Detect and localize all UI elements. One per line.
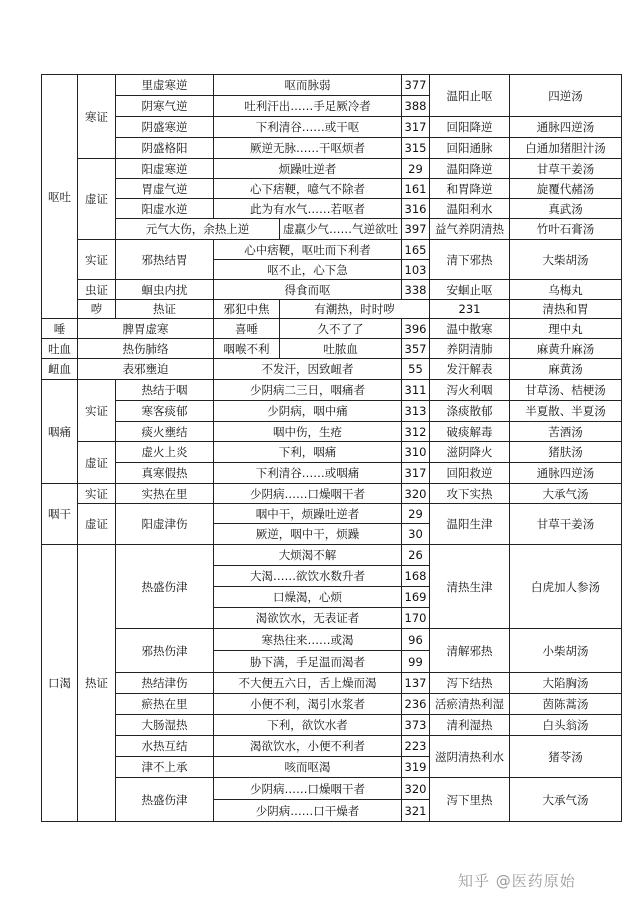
table-cell: 热盛伤津 <box>116 545 214 629</box>
table-cell: 下利清谷……或干呕 <box>214 117 402 138</box>
table-cell: 表邪壅迫 <box>78 359 214 380</box>
table-cell: 55 <box>402 359 430 380</box>
table-cell: 里虚寒逆 <box>116 75 214 96</box>
table-cell: 热结津伤 <box>116 673 214 694</box>
table-cell: 312 <box>402 422 430 442</box>
table-cell: 阳虚津伤 <box>116 504 214 545</box>
table-row <box>42 422 622 442</box>
table-cell: 破痰解毒 <box>430 422 510 442</box>
table-cell: 痰火壅结 <box>116 422 214 442</box>
table-cell: 虫证 <box>78 280 116 300</box>
table-cell: 厥逆，咽中干，烦躁 <box>214 524 402 545</box>
table-cell: 寒客痰郁 <box>116 401 214 422</box>
table-cell: 此为有水气……若呕者 <box>214 199 402 219</box>
table-cell: 厥逆无脉……干呕烦者 <box>214 138 402 159</box>
table-cell: 小便不利，渴引水浆者 <box>214 694 402 715</box>
table-cell: 甘草干姜汤 <box>510 159 622 179</box>
table-cell: 发汗解表 <box>430 359 510 380</box>
table-cell: 26 <box>402 545 430 566</box>
table-cell: 真武汤 <box>510 199 622 219</box>
table-cell: 320 <box>402 484 430 504</box>
table-cell: 虚火上炎 <box>116 442 214 463</box>
table-row <box>42 179 622 199</box>
table-cell: 338 <box>402 280 430 300</box>
table-cell: 呕吐 <box>42 75 78 319</box>
table-row <box>42 778 622 800</box>
table-cell: 回阳救逆 <box>430 463 510 484</box>
table-cell: 377 <box>402 75 430 96</box>
table-cell: 益气养阴清热 <box>430 219 510 240</box>
table-row <box>42 545 622 566</box>
table-cell: 不发汗，因致衄者 <box>214 359 402 380</box>
table-cell: 96 <box>402 629 430 651</box>
table-cell: 大烦渴不解 <box>214 545 402 566</box>
table-cell: 脾胃虚寒 <box>78 319 214 339</box>
table-cell: 下利清谷……或咽痛 <box>214 463 402 484</box>
table-cell: 397 <box>402 219 430 240</box>
table-cell: 咽痛 <box>42 380 78 484</box>
table-cell: 317 <box>402 117 430 138</box>
table-cell: 邪热伤津 <box>116 629 214 673</box>
table-cell: 阳虚寒逆 <box>116 159 214 179</box>
table-cell: 养阴清肺 <box>430 339 510 359</box>
table-cell: 大柴胡汤 <box>510 240 622 280</box>
table-cell: 小柴胡汤 <box>510 629 622 673</box>
table-cell: 温阳生津 <box>430 504 510 545</box>
table-row <box>42 75 622 96</box>
table-cell: 316 <box>402 199 430 219</box>
table-cell: 通脉四逆汤 <box>510 117 622 138</box>
table-cell: 396 <box>402 319 430 339</box>
table-cell: 温中散寒 <box>430 319 510 339</box>
table-cell: 清利湿热 <box>430 715 510 736</box>
table-row <box>42 159 622 179</box>
table-cell: 白通加猪胆汁汤 <box>510 138 622 159</box>
table-cell: 猪肤汤 <box>510 442 622 463</box>
table-cell: 169 <box>402 587 430 608</box>
table-cell: 麻黄汤 <box>510 359 622 380</box>
table-cell: 衄血 <box>42 359 78 380</box>
table-cell: 下利，欲饮水者 <box>214 715 402 736</box>
table-cell: 下利，咽痛 <box>214 442 402 463</box>
table-cell: 虚证 <box>78 442 116 484</box>
table-cell: 313 <box>402 401 430 422</box>
table-cell: 虚证 <box>78 504 116 545</box>
table-cell: 清下邪热 <box>430 240 510 280</box>
table-cell: 口渴 <box>42 545 78 822</box>
table-cell: 泻火利咽 <box>430 380 510 401</box>
table-cell: 少阴病……口燥咽干者 <box>214 778 402 800</box>
table-cell: 热证 <box>78 545 116 822</box>
table-cell: 寒证 <box>78 75 116 159</box>
table-row <box>42 240 622 260</box>
table-cell: 苦酒汤 <box>510 422 622 442</box>
table-row <box>42 199 622 219</box>
table-row <box>42 339 622 359</box>
table-cell: 161 <box>402 179 430 199</box>
table-cell: 168 <box>402 566 430 587</box>
table-cell: 315 <box>402 138 430 159</box>
table-cell: 蛔虫内扰 <box>116 280 214 300</box>
table-cell: 103 <box>402 260 430 280</box>
table-cell: 津不上承 <box>116 757 214 778</box>
table-cell: 29 <box>402 504 430 524</box>
table-cell: 咽喉不利 <box>214 339 280 359</box>
table-row <box>42 380 622 401</box>
table-row <box>42 300 622 319</box>
table-cell: 165 <box>402 240 430 260</box>
table-cell: 311 <box>402 380 430 401</box>
table-cell: 回阳通脉 <box>430 138 510 159</box>
table-cell: 大陷胸汤 <box>510 673 622 694</box>
table-cell: 317 <box>402 463 430 484</box>
table-row <box>42 442 622 463</box>
table-cell: 223 <box>402 736 430 757</box>
table-cell: 茵陈蒿汤 <box>510 694 622 715</box>
table-cell: 阴盛寒逆 <box>116 117 214 138</box>
table-cell: 白头翁汤 <box>510 715 622 736</box>
table-row <box>42 463 622 484</box>
table-row <box>42 629 622 651</box>
table-cell: 猪苓汤 <box>510 736 622 778</box>
table-cell: 活瘀清热利湿 <box>430 694 510 715</box>
table-cell: 邪热结胃 <box>116 240 214 280</box>
table-cell: 四逆汤 <box>510 75 622 117</box>
table-cell: 170 <box>402 608 430 629</box>
table-cell: 阴寒气逆 <box>116 96 214 117</box>
table-cell: 真寒假热 <box>116 463 214 484</box>
table-cell: 不大便五六日，舌上燥而渴 <box>214 673 402 694</box>
table-cell: 大肠湿热 <box>116 715 214 736</box>
table-cell: 少阴病……口燥咽干者 <box>214 484 402 504</box>
table-row <box>42 359 622 380</box>
table-cell: 水热互结 <box>116 736 214 757</box>
table-cell: 373 <box>402 715 430 736</box>
table-row <box>42 504 622 524</box>
table-cell: 寒热往来……或渴 <box>214 629 402 651</box>
table-cell: 吐利汗出……手足厥冷者 <box>214 96 402 117</box>
table-cell: 357 <box>402 339 430 359</box>
table-row <box>42 117 622 138</box>
table-cell: 231 <box>430 300 510 319</box>
table-cell: 99 <box>402 651 430 673</box>
table-cell: 温阳利水 <box>430 199 510 219</box>
table-cell: 实证 <box>78 380 116 442</box>
table-cell: 清解邪热 <box>430 629 510 673</box>
table-cell: 236 <box>402 694 430 715</box>
table-row <box>42 715 622 736</box>
table-cell: 呕而脉弱 <box>214 75 402 96</box>
table-cell: 320 <box>402 778 430 800</box>
table-cell: 咽中伤，生疮 <box>214 422 402 442</box>
table-cell: 麻黄升麻汤 <box>510 339 622 359</box>
table-cell: 渴欲饮水，小便不利者 <box>214 736 402 757</box>
table-cell: 涤痰散郁 <box>430 401 510 422</box>
table-cell: 实证 <box>78 484 116 504</box>
table-cell: 实证 <box>78 240 116 280</box>
table-cell: 久不了了 <box>280 319 402 339</box>
table-cell: 虚证 <box>78 159 116 240</box>
table-cell: 胁下满，手足温而渴者 <box>214 651 402 673</box>
table-cell: 310 <box>402 442 430 463</box>
table-cell: 回阳降逆 <box>430 117 510 138</box>
table-cell: 137 <box>402 673 430 694</box>
table-cell: 泻下结热 <box>430 673 510 694</box>
table-cell: 元气大伤，余热上逆 <box>116 219 280 240</box>
table-cell: 胃虚气逆 <box>116 179 214 199</box>
table-row <box>42 138 622 159</box>
table-cell: 吐血 <box>42 339 78 359</box>
table-row <box>42 319 622 339</box>
table-cell: 呕不止，心下急 <box>214 260 402 280</box>
table-cell: 旋覆代赭汤 <box>510 179 622 199</box>
table-cell: 30 <box>402 524 430 545</box>
table-cell: 温阳降逆 <box>430 159 510 179</box>
table-cell: 甘草汤、桔梗汤 <box>510 380 622 401</box>
table-cell: 大渴……欲饮水数升者 <box>214 566 402 587</box>
zhihu-watermark: 知乎 @医药原始 <box>458 872 576 890</box>
table-cell: 大承气汤 <box>510 778 622 822</box>
table-cell: 哕 <box>78 300 116 319</box>
table-cell: 邪犯中焦 <box>214 300 280 319</box>
table-cell: 清热生津 <box>430 545 510 629</box>
table-cell: 口燥渴，心烦 <box>214 587 402 608</box>
table-row <box>42 673 622 694</box>
table-cell: 喜唾 <box>214 319 280 339</box>
table-cell: 阴盛格阳 <box>116 138 214 159</box>
table-cell: 心下痞鞕，噫气不除者 <box>214 179 402 199</box>
table-cell: 滋阴降火 <box>430 442 510 463</box>
table-row <box>42 484 622 504</box>
table-cell: 通脉四逆汤 <box>510 463 622 484</box>
table-cell: 渴欲饮水，无表证者 <box>214 608 402 629</box>
table-cell: 烦躁吐逆者 <box>214 159 402 179</box>
table-cell: 大承气汤 <box>510 484 622 504</box>
table-cell: 攻下实热 <box>430 484 510 504</box>
syndrome-formula-table <box>41 74 622 822</box>
table-cell: 理中丸 <box>510 319 622 339</box>
table-cell: 白虎加人参汤 <box>510 545 622 629</box>
table-cell: 有潮热，时时哕 <box>280 300 430 319</box>
table-cell: 咳而呕渴 <box>214 757 402 778</box>
table-cell: 29 <box>402 159 430 179</box>
table-cell: 虚羸少气……气逆欲吐 <box>280 219 402 240</box>
table-cell: 咽干 <box>42 484 78 545</box>
table-cell: 热盛伤津 <box>116 778 214 822</box>
table-cell: 竹叶石膏汤 <box>510 219 622 240</box>
table-row <box>42 736 622 757</box>
table-row <box>42 401 622 422</box>
table-cell: 319 <box>402 757 430 778</box>
table-row <box>42 280 622 300</box>
table-cell: 甘草干姜汤 <box>510 504 622 545</box>
table-cell: 少阴病……口干燥者 <box>214 800 402 822</box>
table-cell: 泻下里热 <box>430 778 510 822</box>
table-cell: 388 <box>402 96 430 117</box>
table-cell: 咽中干，烦躁吐逆者 <box>214 504 402 524</box>
table-cell: 少阴病二三日，咽痛者 <box>214 380 402 401</box>
table-row <box>42 694 622 715</box>
table-cell: 321 <box>402 800 430 822</box>
table-cell: 乌梅丸 <box>510 280 622 300</box>
table-cell: 热证 <box>116 300 214 319</box>
table-cell: 热结于咽 <box>116 380 214 401</box>
table-cell: 半夏散、半夏汤 <box>510 401 622 422</box>
table-cell: 阳虚水逆 <box>116 199 214 219</box>
table-cell: 瘀热在里 <box>116 694 214 715</box>
table-cell: 清热和胃 <box>510 300 622 319</box>
table-row <box>42 219 622 240</box>
table-cell: 安蛔止呕 <box>430 280 510 300</box>
table-cell: 唾 <box>42 319 78 339</box>
table-cell: 心中痞鞕，呕吐而下利者 <box>214 240 402 260</box>
table-cell: 实热在里 <box>116 484 214 504</box>
table-cell: 和胃降逆 <box>430 179 510 199</box>
table-cell: 吐脓血 <box>280 339 402 359</box>
table-cell: 滋阴清热利水 <box>430 736 510 778</box>
table-cell: 少阴病，咽中痛 <box>214 401 402 422</box>
table-cell: 热伤肺络 <box>78 339 214 359</box>
table-cell: 得食而呕 <box>214 280 402 300</box>
table-cell: 温阳止呕 <box>430 75 510 117</box>
